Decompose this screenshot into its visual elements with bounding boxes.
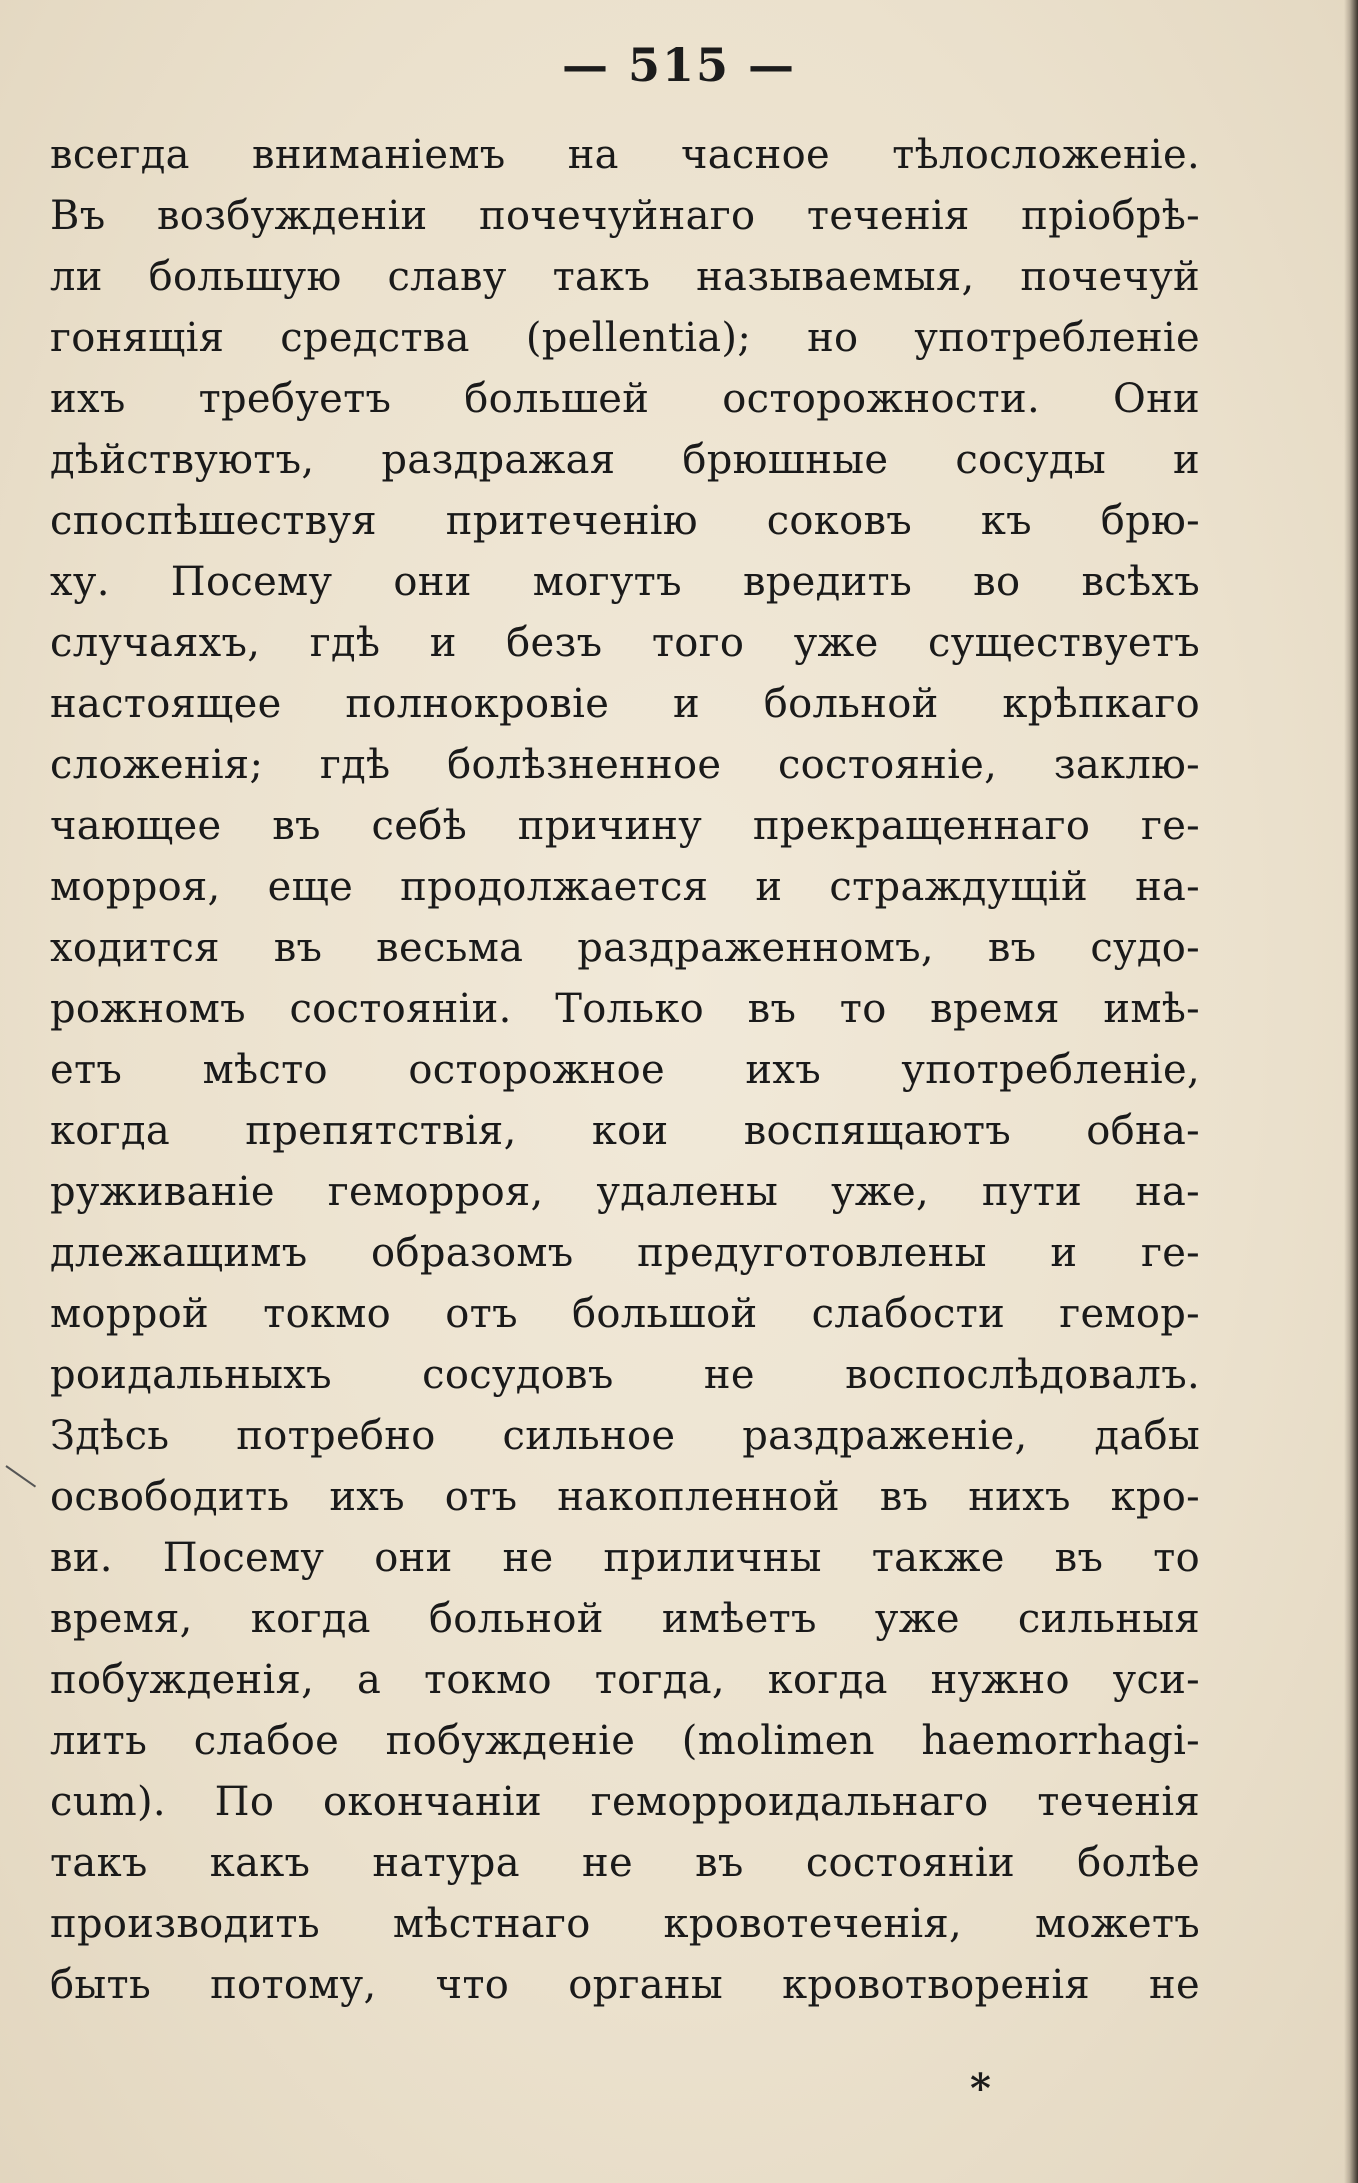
text-line: морроя, еще продолжается и страждущій на-	[50, 864, 1200, 910]
text-line: дѣйствуютъ, раздражая брюшные сосуды и	[50, 437, 1200, 483]
text-line: длежащимъ образомъ предуготовлены и ге-	[50, 1230, 1200, 1276]
text-line: быть потому, что органы кровотворенія не	[50, 1962, 1200, 2008]
text-line: cum). По окончаніи геморроидальнаго теченія	[50, 1779, 1200, 1825]
text-line: гонящія средства (pellentia); но употребленіе	[50, 315, 1200, 361]
text-line: настоящее полнокровіе и больной крѣпкаго	[50, 681, 1200, 727]
text-line: ху. Посему они могутъ вредить во всѣхъ	[50, 559, 1200, 605]
text-line: лить слабое побужденіе (molimen haemorrhagi-	[50, 1718, 1200, 1764]
text-line: время, когда больной имѣетъ уже сильныя	[50, 1596, 1200, 1642]
stray-ink-mark	[5, 1465, 36, 1487]
text-line: ли большую славу такъ называемыя, почечуй	[50, 254, 1200, 300]
page-number: — 515 —	[561, 38, 797, 92]
text-line: ходится въ весьма раздраженномъ, въ судо-	[50, 925, 1200, 971]
page-body	[50, 125, 1200, 2016]
text-line: всегда вниманіемъ на часное тѣлосложеніе.	[50, 132, 1200, 178]
text-line: ви. Посему они не приличны также въ то	[50, 1535, 1200, 1581]
page-edge-shadow	[1344, 0, 1358, 2183]
text-line: сложенія; гдѣ болѣзненное состояніе, заклю-	[50, 742, 1200, 788]
text-line: руживаніе геморроя, удалены уже, пути на-	[50, 1169, 1200, 1215]
text-line: рожномъ состояніи. Только въ то время имѣ-	[50, 986, 1200, 1032]
text-line: когда препятствія, кои воспящаютъ обна-	[50, 1108, 1200, 1154]
text-line: споспѣшествуя притеченію соковъ къ брю-	[50, 498, 1200, 544]
text-line: етъ мѣсто осторожное ихъ употребленіе,	[50, 1047, 1200, 1093]
text-line: Въ возбужденіи почечуйнаго теченія пріобрѣ-	[50, 193, 1200, 239]
text-line: побужденія, а токмо тогда, когда нужно уси-	[50, 1657, 1200, 1703]
text-line: роидальныхъ сосудовъ не воспослѣдовалъ.	[50, 1352, 1200, 1398]
text-line: чающее въ себѣ причину прекращеннаго ге-	[50, 803, 1200, 849]
text-line: освободить ихъ отъ накопленной въ нихъ кро-	[50, 1474, 1200, 1520]
text-line: моррой токмо отъ большой слабости гемор-	[50, 1291, 1200, 1337]
text-line: такъ какъ натура не въ состояніи болѣе	[50, 1840, 1200, 1886]
text-line: производить мѣстнаго кровотеченія, можетъ	[50, 1901, 1200, 1947]
text-line: Здѣсь потребно сильное раздраженіе, дабы	[50, 1413, 1200, 1459]
signature-mark: *	[970, 2065, 991, 2112]
text-line: случаяхъ, гдѣ и безъ того уже существуетъ	[50, 620, 1200, 666]
text-line: ихъ требуетъ большей осторожности. Они	[50, 376, 1200, 422]
